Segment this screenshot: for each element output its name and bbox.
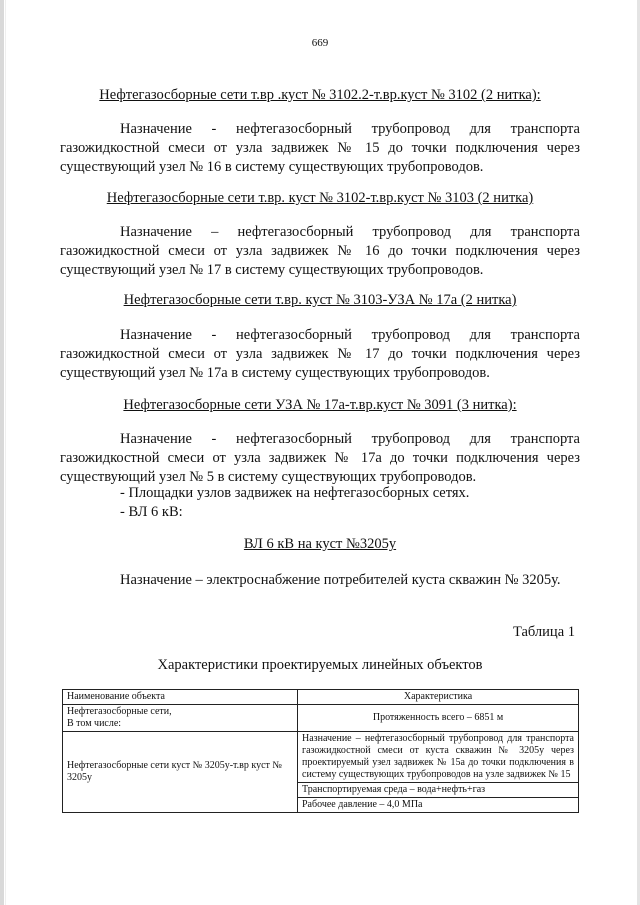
vl-text: Назначение – электроснабжение потребителей куста скважин № 3205у. <box>120 572 561 588</box>
section-heading-3: Нефтегазосборные сети т.вр. куст № 3103-УЗА № 17а (2 нитка) <box>123 292 517 308</box>
row1-object-name <box>63 705 298 732</box>
table-row <box>63 732 579 783</box>
header-object-name: Наименование объекта <box>63 690 298 705</box>
list-item-vl-6kv: - ВЛ 6 кВ: <box>120 504 183 520</box>
section-text-2: Назначение – нефтегазосборный трубопровод для транспорта газожидкостной смеси от узла задвижек № 16 до точки подключения через существующий узел № 17 в систему существующих трубопроводов. <box>60 224 580 278</box>
row2-purpose: Назначение – нефтегазосборный трубопровод для транспорта газожидкостной смеси от куста скважин № 3205у через проектируемый узел задвижек № 15а до точки подключения в систему существующих трубопроводов на узле задвижек № 15 <box>298 732 579 783</box>
row2-object-name: Нефтегазосборные сети куст № 3205у-т.вр куст № 3205у <box>63 732 298 813</box>
characteristics-table <box>62 689 579 813</box>
table-title: Характеристики проектируемых линейных объектов <box>157 657 483 673</box>
row2-pressure: Рабочее давление – 4,0 МПа <box>298 798 579 813</box>
vl-heading: ВЛ 6 кВ на куст №3205у <box>243 536 397 552</box>
table-label: Таблица 1 <box>512 624 575 640</box>
section-heading-4: Нефтегазосборные сети УЗА № 17а-т.вр.куст № 3091 (3 нитка): <box>123 397 517 413</box>
section-heading-2: Нефтегазосборные сети т.вр. куст № 3102-т.вр.куст № 3103 (2 нитка) <box>106 190 534 206</box>
section-text-3: Назначение - нефтегазосборный трубопровод для транспорта газожидкостной смеси от узла задвижек № 17 до точки подключения через существующий узел № 17а в систему существующих трубопроводов. <box>60 327 580 381</box>
row2-medium: Транспортируемая среда – вода+нефть+газ <box>298 783 579 798</box>
table-header-row <box>63 690 579 705</box>
header-characteristic: Характеристика <box>298 690 579 705</box>
page-number: 669 <box>311 37 329 49</box>
scan-edge-left-line <box>5 0 6 905</box>
table-row <box>63 705 579 732</box>
row1-name-line2: В том числе: <box>67 718 122 729</box>
section-heading-1: Нефтегазосборные сети т.вр .куст № 3102.2-т.вр.куст № 3102 (2 нитка): <box>99 87 541 103</box>
list-item-valve-sites: - Площадки узлов задвижек на нефтегазосборных сетях. <box>120 485 470 501</box>
section-text-4: Назначение - нефтегазосборный трубопровод для транспорта газожидкостной смеси от узла задвижек № 17а до точки подключения через существующий узел № 5 в систему существующих трубопроводов. <box>60 431 580 485</box>
scan-edge-left <box>0 0 4 905</box>
row1-characteristic: Протяженность всего – 6851 м <box>298 705 579 732</box>
section-text-1: Назначение - нефтегазосборный трубопровод для транспорта газожидкостной смеси от узла задвижек № 15 до точки подключения через существующий узел № 16 в систему существующих трубопроводов. <box>60 121 580 175</box>
row1-name-line1: Нефтегазосборные сети, <box>67 706 172 717</box>
